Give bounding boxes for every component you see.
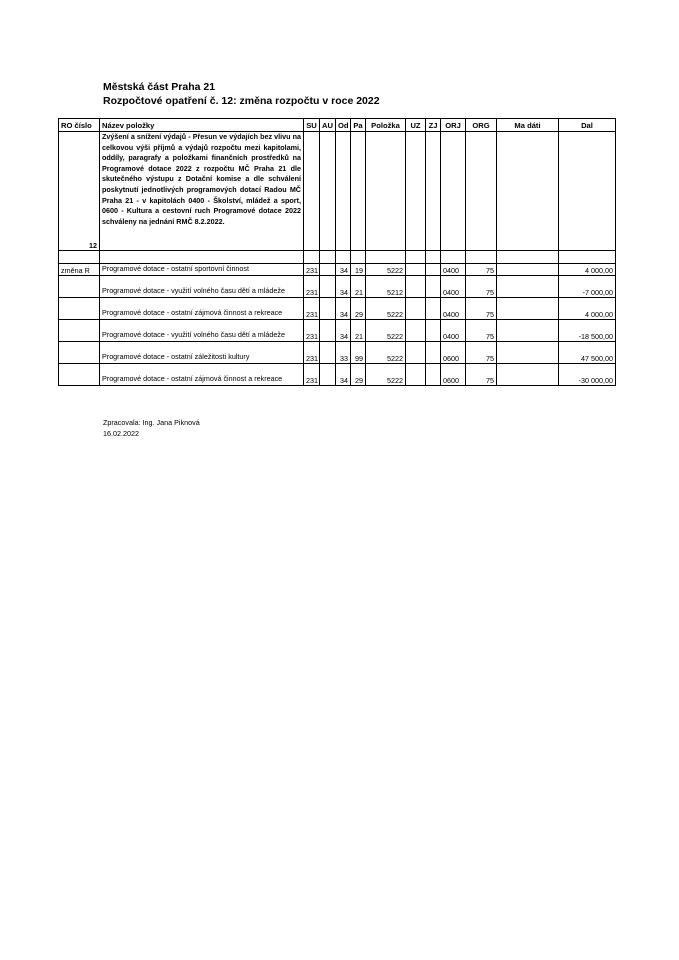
- col-header-au: AU: [320, 119, 336, 132]
- cell-dal: 4 000,00: [559, 264, 616, 276]
- cell-polozka: 5212: [366, 275, 406, 297]
- cell-ro: [59, 275, 100, 297]
- cell-polozka: 5222: [366, 363, 406, 385]
- cell-org: 75: [466, 297, 497, 319]
- cell-orj: 0600: [441, 341, 466, 363]
- cell-name: Programové dotace - využití volného času dětí a mládeže: [100, 275, 304, 297]
- cell-pa: 99: [351, 341, 366, 363]
- cell-dal: -30 000,00: [559, 363, 616, 385]
- cell-orj: 0600: [441, 363, 466, 385]
- empty-cell: [304, 132, 320, 251]
- empty-cell: [466, 251, 497, 264]
- intro-text: Zvýšení a snížení výdajů - Přesun ve výdajích bez vlivu na celkovou výši příjmů a výdajů rozpočtu mezi kapitolami, oddíly, paragrafy a položkami finančních prostředků na Programové dotace 2022 z rozpočtu MČ Praha 21 dle skutečného výstupu z Dotační komise a dle schválení poskytnutí jednotlivých programových dotací Radou MČ Praha 21 - v kapitolách 0400 - Školství, mládež a sport, 0600 - Kultura a cestovní ruch Programové dotace 2022 schváleny na jednání RMČ 8.2.2022.: [100, 132, 304, 251]
- cell-polozka: 5222: [366, 319, 406, 341]
- cell-zj: [426, 275, 441, 297]
- cell-od: 34: [336, 297, 351, 319]
- cell-uz: [406, 264, 426, 276]
- cell-ro: [59, 363, 100, 385]
- table-row: [59, 319, 616, 341]
- empty-cell: [100, 251, 304, 264]
- cell-ma-dati: [497, 264, 559, 276]
- cell-su: 231: [304, 363, 320, 385]
- empty-cell: [366, 132, 406, 251]
- empty-cell: [59, 251, 100, 264]
- cell-org: 75: [466, 319, 497, 341]
- cell-ro: [59, 319, 100, 341]
- cell-au: [320, 264, 336, 276]
- cell-name: Programové dotace - ostatní zájmová činnost a rekreace: [100, 363, 304, 385]
- empty-cell: [351, 251, 366, 264]
- table-row: [59, 341, 616, 363]
- cell-org: 75: [466, 363, 497, 385]
- document-header: [103, 80, 380, 108]
- cell-su: 231: [304, 341, 320, 363]
- cell-orj: 0400: [441, 275, 466, 297]
- empty-cell: [320, 251, 336, 264]
- cell-name: Programové dotace - ostatní sportovní činnost: [100, 264, 304, 276]
- cell-name: Programové dotace - využití volného času dětí a mládeže: [100, 319, 304, 341]
- col-header-org: ORG: [466, 119, 497, 132]
- empty-cell: [559, 251, 616, 264]
- cell-ma-dati: [497, 341, 559, 363]
- cell-od: 34: [336, 319, 351, 341]
- empty-cell: [466, 132, 497, 251]
- cell-au: [320, 341, 336, 363]
- cell-dal: -18 500,00: [559, 319, 616, 341]
- empty-cell: [406, 132, 426, 251]
- cell-su: 231: [304, 275, 320, 297]
- col-header-uz: UZ: [406, 119, 426, 132]
- prepared-date: 16.02.2022: [103, 429, 139, 438]
- cell-pa: 29: [351, 297, 366, 319]
- intro-row: [59, 132, 616, 251]
- cell-ro: [59, 297, 100, 319]
- table-row: [59, 363, 616, 385]
- cell-od: 34: [336, 363, 351, 385]
- cell-pa: 29: [351, 363, 366, 385]
- cell-polozka: 5222: [366, 297, 406, 319]
- cell-od: 34: [336, 264, 351, 276]
- col-header-ro: RO číslo: [59, 119, 100, 132]
- budget-table: [58, 118, 616, 386]
- cell-orj: 0400: [441, 297, 466, 319]
- col-header-ma-dati: Ma dáti: [497, 119, 559, 132]
- cell-orj: 0400: [441, 319, 466, 341]
- cell-ma-dati: [497, 297, 559, 319]
- document-footer: [103, 417, 200, 439]
- cell-au: [320, 297, 336, 319]
- empty-cell: [426, 251, 441, 264]
- empty-cell: [406, 251, 426, 264]
- table-header-row: [59, 119, 616, 132]
- col-header-su: SU: [304, 119, 320, 132]
- cell-uz: [406, 341, 426, 363]
- prepared-by: Zpracovala: Ing. Jana Piknová: [103, 418, 200, 427]
- cell-orj: 0400: [441, 264, 466, 276]
- cell-pa: 19: [351, 264, 366, 276]
- cell-su: 231: [304, 297, 320, 319]
- cell-au: [320, 363, 336, 385]
- empty-cell: [304, 251, 320, 264]
- empty-cell: [366, 251, 406, 264]
- cell-ma-dati: [497, 319, 559, 341]
- cell-od: 33: [336, 341, 351, 363]
- cell-org: 75: [466, 264, 497, 276]
- cell-au: [320, 275, 336, 297]
- empty-cell: [441, 251, 466, 264]
- empty-cell: [441, 132, 466, 251]
- cell-zj: [426, 341, 441, 363]
- empty-cell: [336, 251, 351, 264]
- cell-polozka: 5222: [366, 341, 406, 363]
- cell-org: 75: [466, 275, 497, 297]
- cell-od: 34: [336, 275, 351, 297]
- table-row: [59, 264, 616, 276]
- cell-su: 231: [304, 319, 320, 341]
- cell-name: Programové dotace - ostatní zájmová činnost a rekreace: [100, 297, 304, 319]
- document-title: Městská část Praha 21: [103, 81, 216, 93]
- cell-zj: [426, 363, 441, 385]
- table-row: [59, 275, 616, 297]
- cell-uz: [406, 363, 426, 385]
- empty-cell: [497, 132, 559, 251]
- col-header-name: Název položky: [100, 119, 304, 132]
- ro-number: 12: [59, 132, 100, 251]
- cell-ro: změna R: [59, 264, 100, 276]
- cell-dal: -7 000,00: [559, 275, 616, 297]
- col-header-polozka: Položka: [366, 119, 406, 132]
- cell-dal: 47 500,00: [559, 341, 616, 363]
- col-header-orj: ORJ: [441, 119, 466, 132]
- cell-name: Programové dotace - ostatní záležitosti kultury: [100, 341, 304, 363]
- cell-ro: [59, 341, 100, 363]
- spacer-row: [59, 251, 616, 264]
- empty-cell: [426, 132, 441, 251]
- cell-ma-dati: [497, 363, 559, 385]
- cell-org: 75: [466, 341, 497, 363]
- cell-zj: [426, 319, 441, 341]
- cell-uz: [406, 297, 426, 319]
- cell-uz: [406, 319, 426, 341]
- cell-polozka: 5222: [366, 264, 406, 276]
- empty-cell: [336, 132, 351, 251]
- col-header-pa: Pa: [351, 119, 366, 132]
- cell-pa: 21: [351, 275, 366, 297]
- cell-au: [320, 319, 336, 341]
- cell-pa: 21: [351, 319, 366, 341]
- cell-zj: [426, 264, 441, 276]
- empty-cell: [497, 251, 559, 264]
- document-subtitle: Rozpočtové opatření č. 12: změna rozpočtu v roce 2022: [103, 95, 380, 107]
- empty-cell: [320, 132, 336, 251]
- cell-su: 231: [304, 264, 320, 276]
- col-header-dal: Dal: [559, 119, 616, 132]
- cell-uz: [406, 275, 426, 297]
- cell-ma-dati: [497, 275, 559, 297]
- col-header-od: Od: [336, 119, 351, 132]
- cell-zj: [426, 297, 441, 319]
- cell-dal: 4 000,00: [559, 297, 616, 319]
- col-header-zj: ZJ: [426, 119, 441, 132]
- empty-cell: [559, 132, 616, 251]
- table-row: [59, 297, 616, 319]
- empty-cell: [351, 132, 366, 251]
